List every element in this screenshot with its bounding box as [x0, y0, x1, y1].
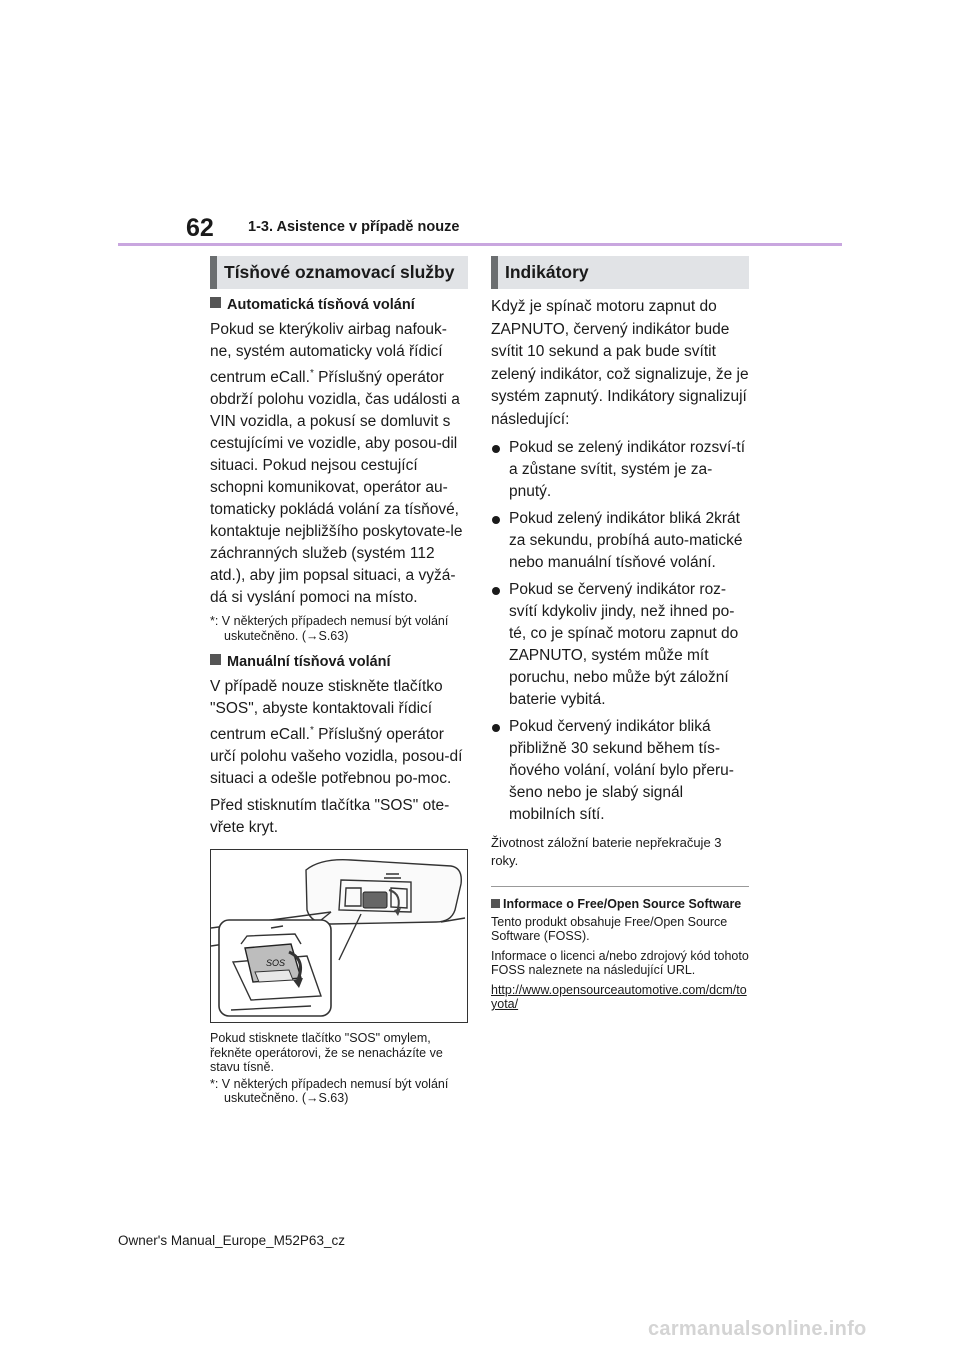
indicator-bullet	[491, 716, 749, 826]
auto-call-text-part2: Příslušný operátor obdrží polohu vozidla, čas události a VIN vozidla, a pokusí se domluvit s cestujícími ve vozidle, aby posou-dil situaci. Pokud nejsou cestující schopni komunikovat, operátor au-tomaticky pokládá volání za tísňové, kontaktuje nejbližšího poskytovate-le záchranných služeb (systém 112 atd.), aby jim popsal situaci, a vyžá-dá si vyslání pomoci na místo.	[210, 369, 463, 607]
footnote-mark: *	[309, 368, 314, 379]
emergency-services-heading: Tísňové oznamovací služby	[210, 256, 468, 289]
sos-button-illustration	[210, 849, 468, 1023]
bullet-dot-icon	[492, 587, 500, 595]
indicator-bullet-text: Pokud se červený indikátor roz-svítí kdykoliv jindy, než ihned po-té, co je spínač motoru zapnut do ZAPNUTO, systém může mít poruchu, nebo může být záložní baterie vybitá.	[509, 581, 739, 708]
indicator-bullet	[491, 579, 749, 711]
manual-call-subheading	[210, 653, 468, 672]
indicator-bullet-text: Pokud se zelený indikátor rozsví-tí a zůstane svítit, systém je za-pnutý.	[509, 439, 746, 500]
manual-call-text-part1: V případě nouze stiskněte tlačítko "SOS", abyste kontaktovali řídicí centrum eCall.	[210, 678, 443, 744]
square-bullet-icon	[491, 899, 500, 908]
footnote-mark: *	[309, 725, 314, 737]
sos-button-label: SOS	[266, 958, 286, 969]
header-divider	[118, 243, 842, 246]
manual-call-text-part2: Příslušný operátor určí polohu vašeho vozidla, posou-dí situaci a odešle potřebnou po-moc.	[210, 726, 463, 788]
square-bullet-icon	[210, 654, 221, 665]
foss-title: Informace o Free/Open Source Software	[503, 897, 742, 911]
document-id: Owner's Manual_Europe_M52P63_cz	[118, 1233, 345, 1248]
right-column	[491, 296, 749, 1011]
auto-call-text-part1: Pokud se kterýkoliv airbag nafouk-ne, systém automaticky volá řídicí centrum eCall.	[210, 321, 447, 387]
indicators-intro: Když je spínač motoru zapnut do ZAPNUTO, červený indikátor bude svítit 10 sekund a pak bude svítit zelený indikátor, což signalizuje, že je systém zapnutý. Indikátory signalizují následující:	[491, 298, 749, 428]
illustration-caption: Pokud stisknete tlačítko "SOS" omylem, řekněte operátorovi, že se nenacházíte ve stavu tísně.	[210, 1031, 443, 1075]
manual-call-text	[210, 676, 468, 790]
square-bullet-icon	[210, 297, 221, 308]
foss-url-link[interactable]: http://www.opensourceautomotive.com/dcm/toyota/	[491, 983, 747, 1011]
indicator-bullet-text: Pokud zelený indikátor bliká 2krát za sekundu, probíhá auto-matické nebo manuální tísňové volání.	[509, 510, 743, 571]
auto-call-title: Automatická tísňová volání	[227, 297, 415, 313]
manual-call-title: Manuální tísňová volání	[227, 654, 391, 671]
indicators-heading: Indikátory	[491, 256, 749, 289]
indicator-bullet-text: Pokud červený indikátor bliká přibližně 30 sekund během tís-ňového volání, volání bylo přeru-šeno nebo je slabý signál mobilních sítí.	[509, 718, 734, 823]
foss-subheading	[491, 897, 749, 911]
indicator-bullet	[491, 437, 749, 503]
auto-call-text	[210, 319, 468, 609]
section-divider	[491, 886, 749, 887]
section-title: 1-3. Asistence v případě nouze	[248, 219, 460, 235]
watermark: carmanualsonline.info	[648, 1318, 867, 1340]
bullet-dot-icon	[492, 516, 500, 524]
bullet-dot-icon	[492, 724, 500, 732]
sos-button-drawing	[211, 850, 467, 1022]
bullet-dot-icon	[492, 445, 500, 453]
indicator-bullet	[491, 508, 749, 574]
auto-call-subheading	[210, 296, 468, 315]
left-column	[210, 296, 468, 1116]
footnote-1: *: V některých případech nemusí být volání uskutečněno. (→S.63)	[210, 614, 449, 643]
footnote-2: *: V některých případech nemusí být volání uskutečněno. (→S.63)	[210, 1076, 449, 1106]
foss-text-1: Tento produkt obsahuje Free/Open Source Software (FOSS).	[491, 915, 728, 943]
page-number: 62	[186, 214, 214, 242]
foss-text-2: Informace o licenci a/nebo zdrojový kód tohoto FOSS naleznete na následující URL.	[491, 949, 749, 977]
open-cover-text: Před stisknutím tlačítka "SOS" ote-vřete kryt.	[210, 797, 450, 837]
battery-life-note: Životnost záložní baterie nepřekračuje 3 roky.	[491, 835, 722, 868]
